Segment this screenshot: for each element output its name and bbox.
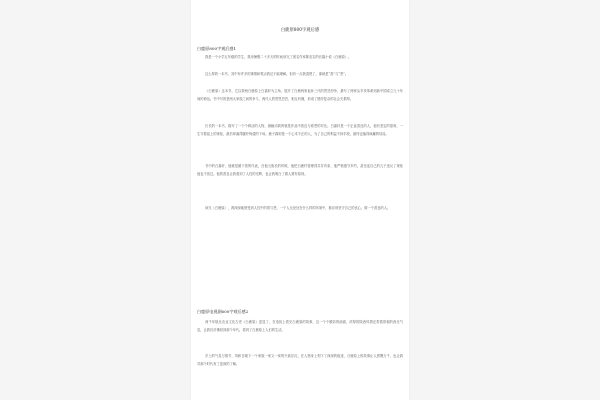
section-1-paragraph [197, 70, 403, 78]
paragraph-text: 这么厚的一本书，其中有许多的事情和观点我还不能理解，但有一点我清楚了，那就是“善”与“恶”。 [205, 72, 349, 76]
section-2-heading: 白鹿原电视剧600字观后感2 [197, 309, 249, 314]
section-1-paragraph [197, 204, 403, 212]
paragraph-text: 《白鹿原》这本书，它以我两白鹿原上白嘉轩为主角，展开了白鹿两家祖孙三代的恩怨纷争，最写了两家从辛亥革命到新中国成立几十年间的命运。书中写的是两大家族之间的争斗，两代人的恩恩怨怨，相互纠缠，形成了错综复杂的社会关系网。 [197, 89, 403, 102]
section-1-paragraph [197, 53, 403, 61]
paragraph-text: 书中的白嘉轩，他就是属于善的代表，在他当族长的时候，他把白鹿村管理得井井有条，他严格遵守乡约，甚至连自己的儿子违反了规矩他也不放过。他的善良让我看到了人性的光辉，也让我明白了做人要有原则。 [197, 164, 403, 177]
document-page [191, 0, 409, 400]
section-1-paragraph [197, 162, 403, 179]
paragraph-text: 读完《白鹿原》，我深深地感受到人性中的善与恶，一个人无论处在什么样的环境中，都应该坚守自己的良心，做一个善良的人。 [205, 206, 391, 210]
section-1-heading: 白鹿原800字观后感1 [197, 46, 237, 51]
paragraph-text: 我是一个小学五年级的学生，我用暑假二十多天的时间读完了著名作家陈忠实的长篇小说《白鹿原》。 [205, 55, 352, 59]
section-1-paragraph [197, 122, 403, 139]
paragraph-text: 两千年陕北农业文化古老《白鹿原》更显了，在电视上看完白鹿原的故事，这一个个精彩的画面，浓厚的陕西风情还带着浓郁的西北气息，让我们仿佛回到那个年代，看到了白鹿原上人们的生活。 [197, 320, 403, 333]
section-1-paragraph [197, 87, 403, 104]
paragraph-text: 乡土的气息与情节，风和日暖下一个家族一家又一家的兴衰浮沉，在人物身上刻下了深深的痕迹，白鹿原上的故事让人感慨万千，也让我对那个时代有了更深的了解。 [197, 354, 403, 367]
section-2-paragraph [197, 352, 403, 369]
document-title: 白鹿原800字观后感 [280, 28, 320, 33]
paragraph-text: 长长的一本书，描写了一个个鲜活的人物，最触动我的就是作品中善良与邪恶的对比。白嘉轩是一个正直善良的人，他有坚定的原则，一生守着祖上的规矩，最后却落得腰杆佝偻的下场。鹿子霖则是一个心术不正的人，为了自己的利益不择手段，最终也落得疯癫的结局。 [197, 124, 403, 137]
section-2-paragraph [197, 318, 403, 335]
